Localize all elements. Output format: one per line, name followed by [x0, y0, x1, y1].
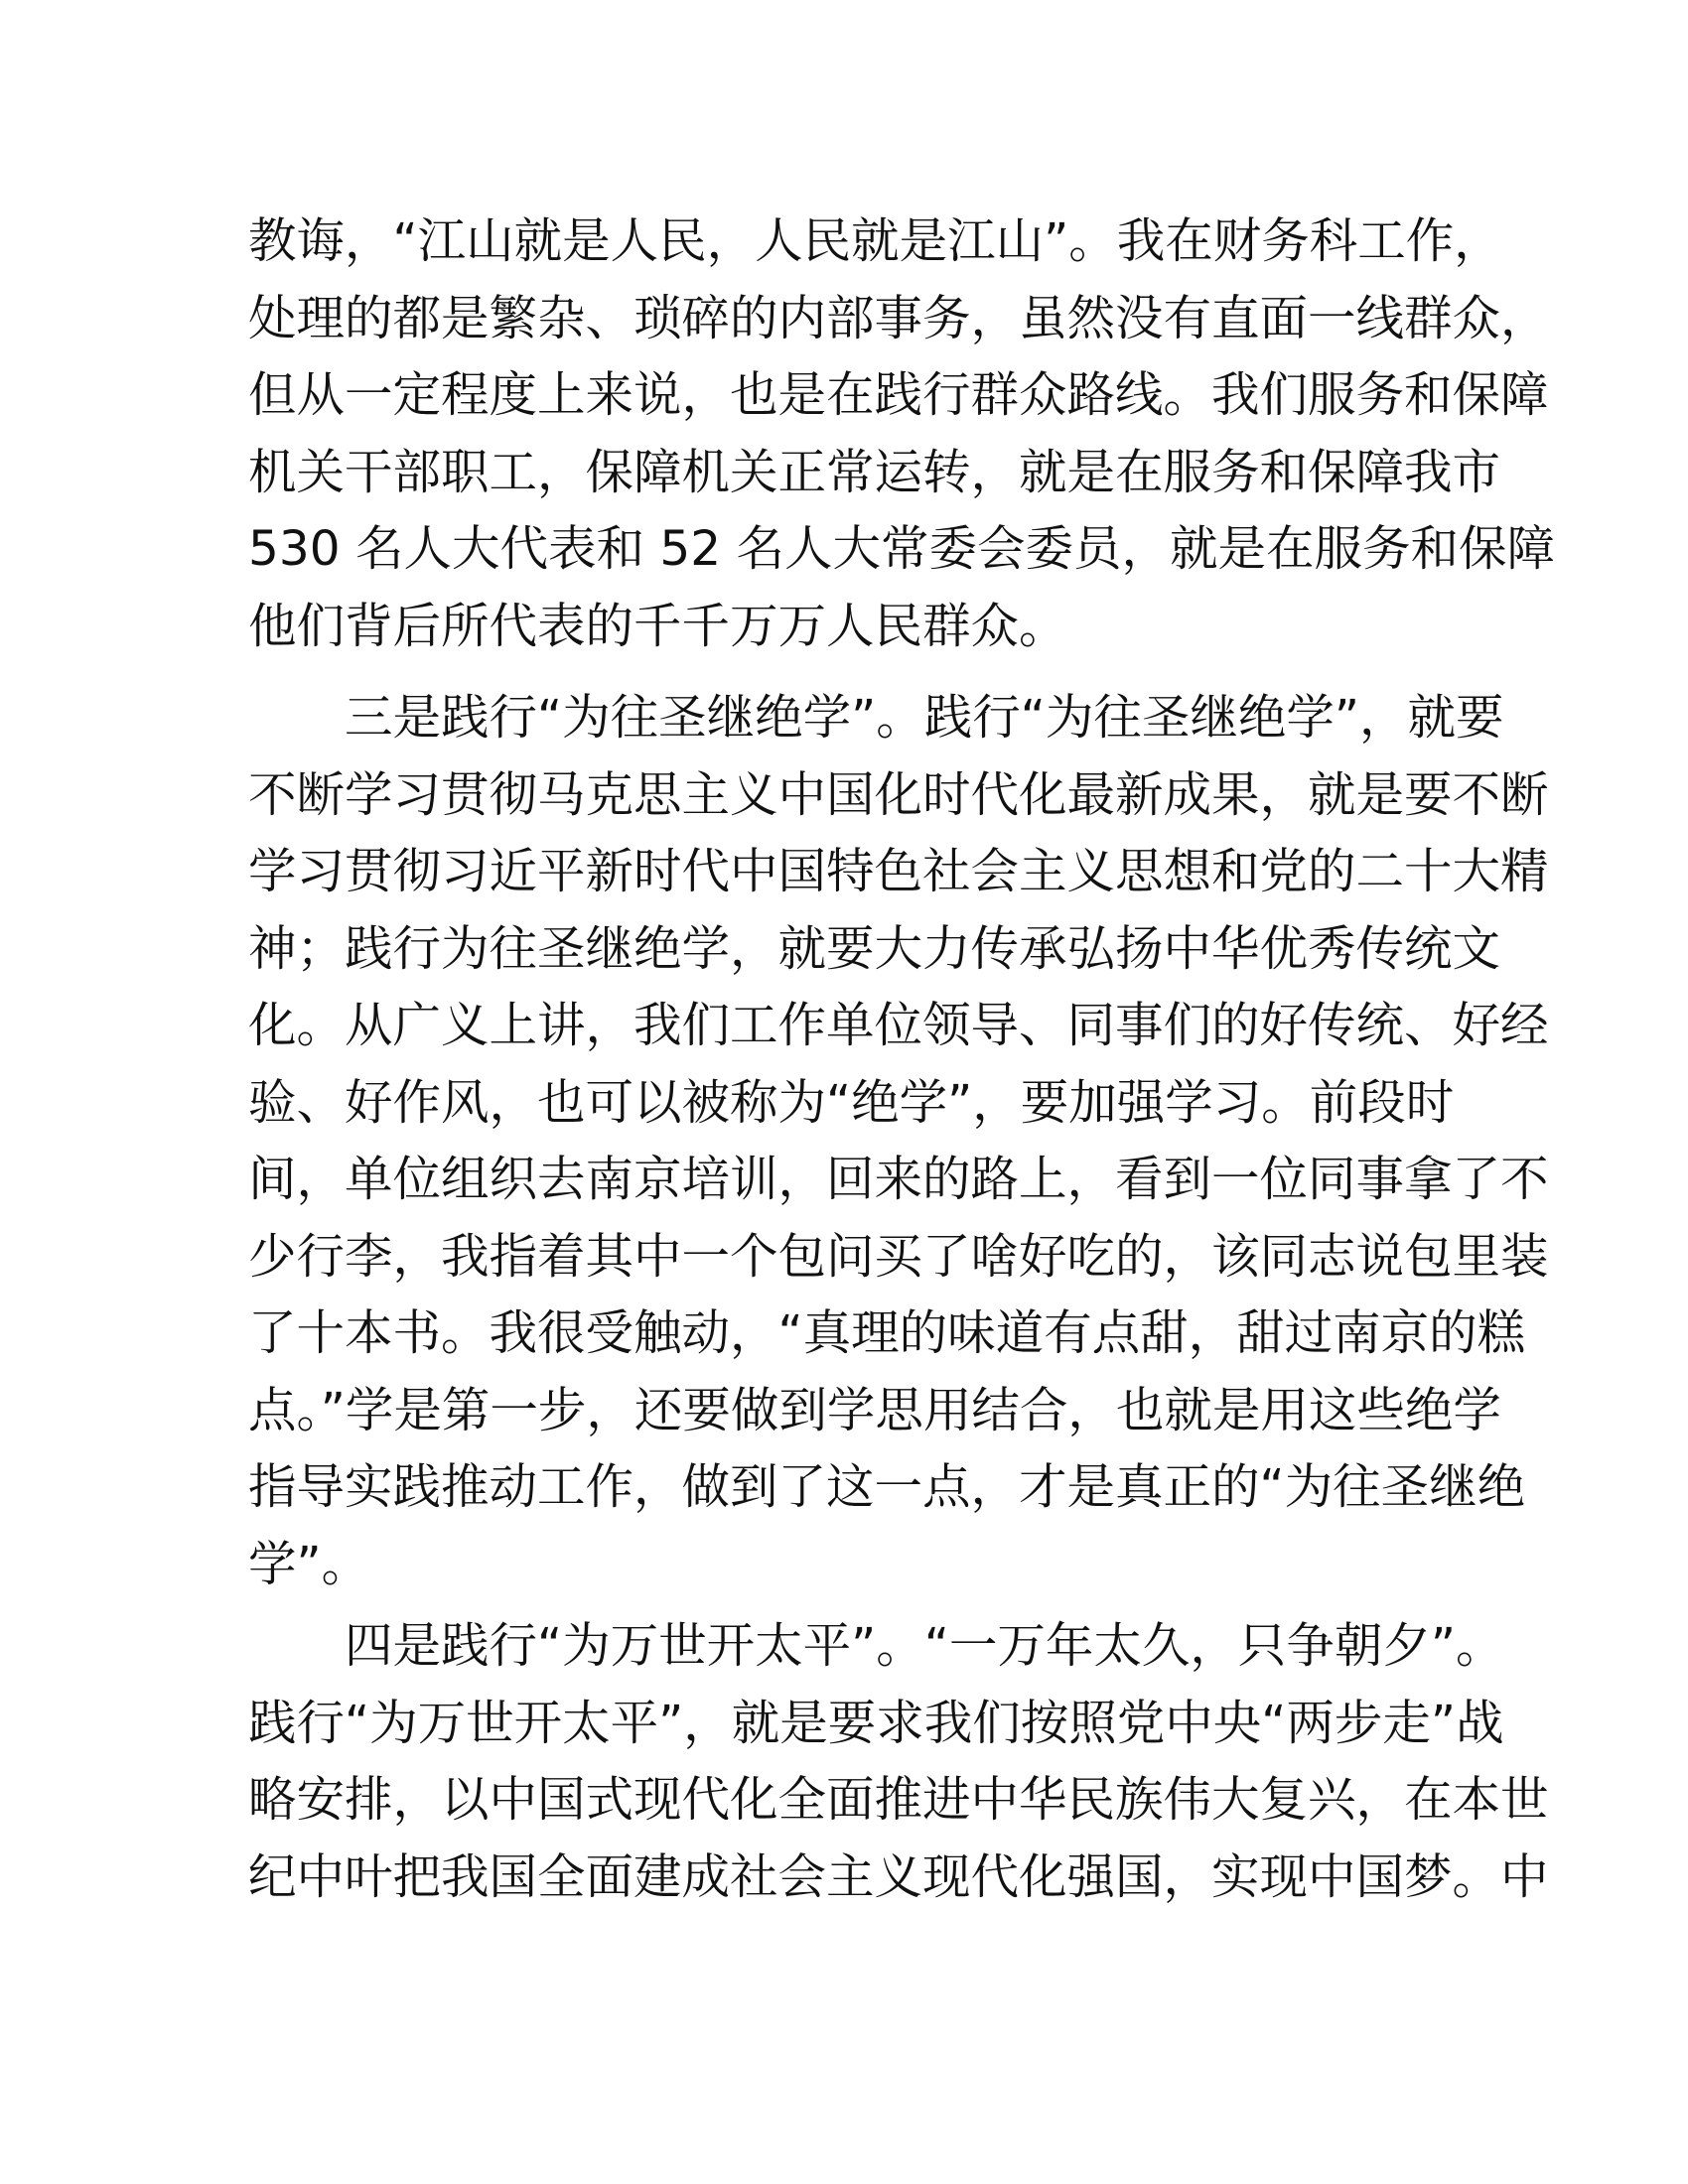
text-line: 机关干部职工，保障机关正常运转，就是在服务和保障我市: [248, 444, 1501, 500]
text-line: 点。”学是第一步，还要做到学思用结合，也就是用这些绝学: [248, 1382, 1501, 1438]
text-line: 纪中叶把我国全面建成社会主义现代化强国，实现中国梦。中: [248, 1848, 1549, 1905]
text-line: 化。从广义上讲，我们工作单位领导、同事们的好传统、好经: [248, 998, 1549, 1053]
text-line: 略安排，以中国式现代化全面推进中华民族伟大复兴，在本世: [248, 1772, 1549, 1828]
text-line: 验、好作风，也可以被称为“绝学”，要加强学习。前段时: [248, 1074, 1455, 1131]
text-line: 了十本书。我很受触动，“真理的味道有点甜，甜过南京的糕: [248, 1305, 1526, 1361]
text-line: 但从一定程度上来说，也是在践行群众路线。我们服务和保障: [248, 367, 1549, 423]
text-line: 三是践行“为往圣继绝学”。践行“为往圣继绝学”，就要: [345, 690, 1504, 746]
paragraph: [248, 204, 1556, 665]
text-line: 间，单位组织去南京培训，回来的路上，看到一位同事拿了不: [248, 1152, 1549, 1207]
text-line: 践行“为万世开太平”，就是要求我们按照党中央“两步走”战: [248, 1695, 1504, 1751]
document-body: [248, 204, 1556, 1916]
text-line: 学习贯彻习近平新时代中国特色社会主义思想和党的二十大精: [248, 844, 1549, 899]
paragraph: [248, 680, 1549, 1603]
text-line: 少行李，我指着其中一个包问买了啥好吃的，该同志说包里装: [248, 1228, 1549, 1285]
text-line: 处理的都是繁杂、琐碎的内部事务，虽然没有直面一线群众，: [248, 290, 1549, 346]
text-line: 530 名人大代表和 52 名人大常委会委员，就是在服务和保障: [248, 521, 1556, 577]
text-line: 学”。: [248, 1536, 370, 1592]
text-line: 四是践行“为万世开太平”。“一万年太久，只争朝夕”。: [345, 1618, 1504, 1674]
text-line: 指导实践推动工作，做到了这一点，才是真正的“为往圣继绝: [248, 1459, 1526, 1515]
text-line: 他们背后所代表的千千万万人民群众。: [248, 598, 1067, 654]
paragraph: [248, 1608, 1549, 1916]
text-line: 不断学习贯彻马克思主义中国化时代化最新成果，就是要不断: [248, 766, 1549, 823]
text-line: 神；践行为往圣继绝学，就要大力传承弘扬中华优秀传统文: [248, 920, 1501, 977]
text-line: 教诲，“江山就是人民，人民就是江山”。我在财务科工作，: [248, 213, 1502, 269]
